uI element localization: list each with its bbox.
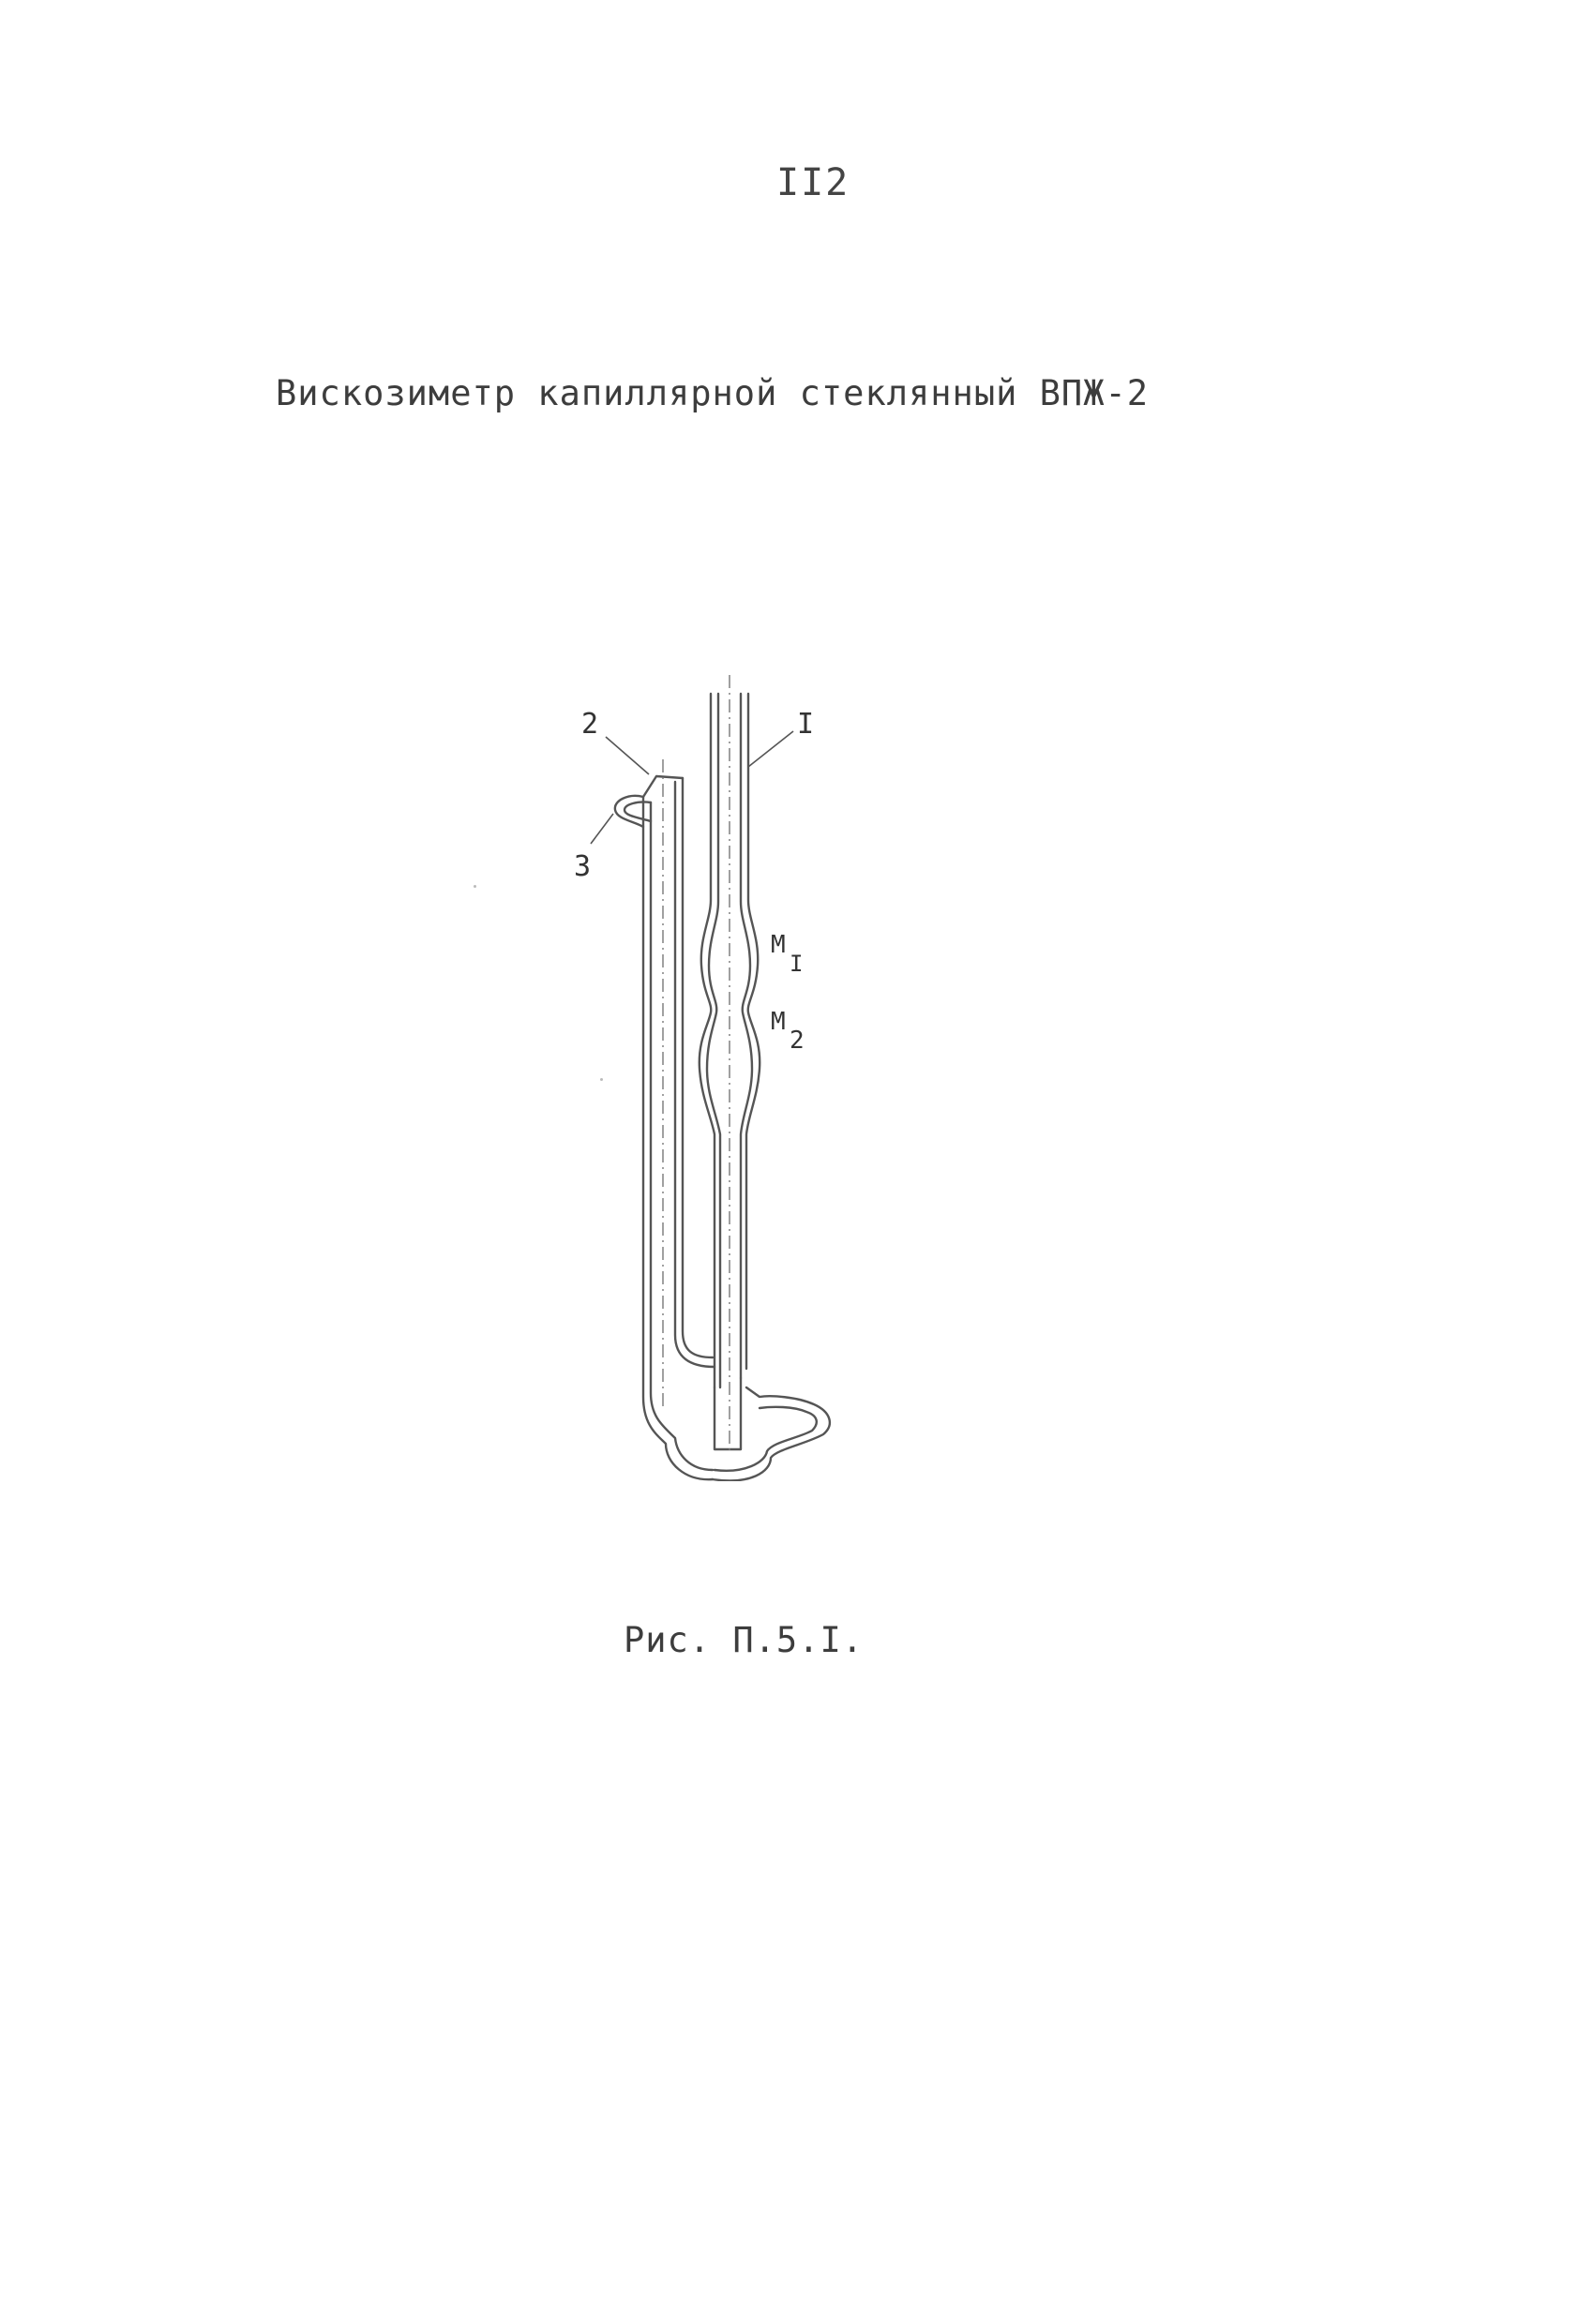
label-mark-m2-sub: 2 <box>790 1027 805 1055</box>
figure-caption: Рис. П.5.I. <box>624 1620 865 1660</box>
label-tube-1: I <box>797 708 815 741</box>
label-mark-m1-sub: I <box>790 951 804 977</box>
leader-3 <box>591 814 613 844</box>
label-mark-m2-letter: M <box>771 1008 786 1036</box>
side-branch-outer <box>615 796 643 827</box>
leader-1 <box>748 731 793 767</box>
page-title: Вискозиметр капиллярной стеклянный ВПЖ-2 <box>276 373 1150 413</box>
viscometer-figure <box>525 656 881 1481</box>
label-branch-3: 3 <box>574 850 592 883</box>
scan-speck <box>600 1078 603 1081</box>
bottom-reservoir-outer <box>713 1387 830 1480</box>
capillary-bottom <box>715 1378 741 1449</box>
left-tube-outer-wall <box>643 778 713 1479</box>
label-branch-2: 2 <box>581 708 599 741</box>
page-number: II2 <box>776 161 850 204</box>
side-branch-inner <box>624 802 651 821</box>
viscometer-diagram <box>525 656 881 1481</box>
scan-speck <box>474 885 476 888</box>
label-mark-m1-letter: M <box>771 931 786 959</box>
leader-2 <box>606 737 649 774</box>
